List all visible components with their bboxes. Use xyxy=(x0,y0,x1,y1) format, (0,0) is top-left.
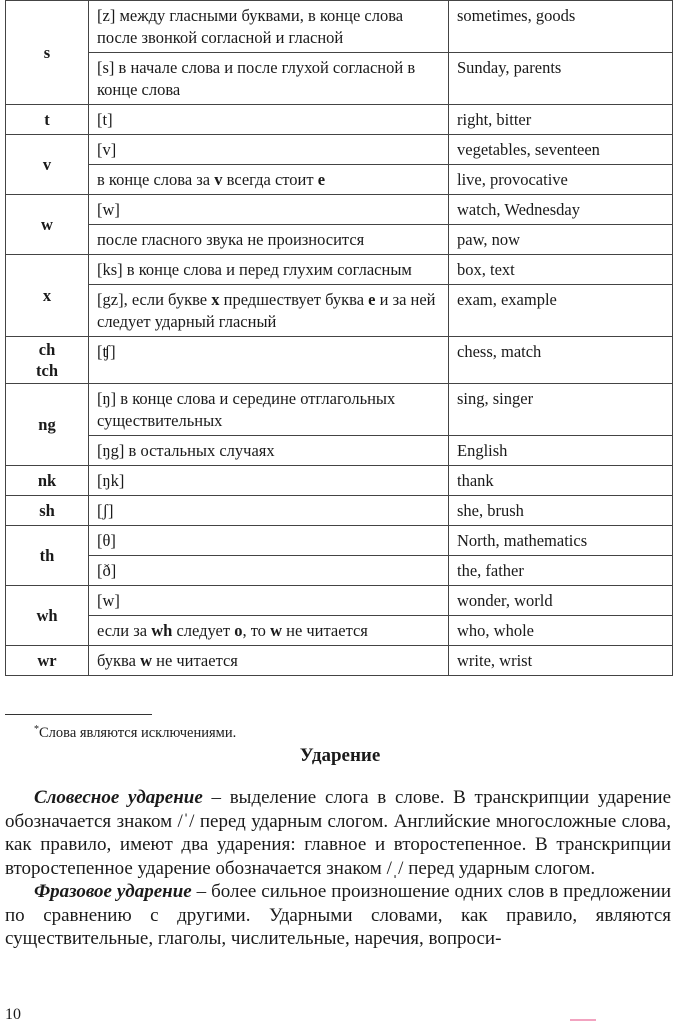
rule-cell: [ʃ] xyxy=(89,496,449,526)
paragraph-phrase-stress xyxy=(5,880,671,951)
examples-cell: thank xyxy=(449,466,673,496)
letter-combination: tch xyxy=(36,361,58,380)
rule-cell: [ŋg] в остальных случаях xyxy=(89,436,449,466)
table-row xyxy=(6,384,673,436)
rule-cell: после гласного звука не произносится xyxy=(89,225,449,255)
table-row xyxy=(6,646,673,676)
examples-cell: vegetables, seventeen xyxy=(449,135,673,165)
rule-cell: [ŋk] xyxy=(89,466,449,496)
rule-cell: [z] между гласными буквами, в конце слова после звонкой согласной и гласной xyxy=(89,1,449,53)
section-heading: Ударение xyxy=(299,745,381,766)
letter-cell xyxy=(6,526,89,586)
letter-cell xyxy=(6,337,89,384)
table-row xyxy=(6,556,673,586)
rule-cell: [gz], если букве x предшествует буква e и за ней следует ударный гласный xyxy=(89,285,449,337)
table-row xyxy=(6,436,673,466)
letter-combination: t xyxy=(44,110,50,129)
table-row xyxy=(6,496,673,526)
letter-cell xyxy=(6,135,89,195)
letter-cell xyxy=(6,496,89,526)
letter-combination: s xyxy=(43,43,51,62)
letter-combination: x xyxy=(42,286,52,305)
examples-cell: English xyxy=(449,436,673,466)
table-row xyxy=(6,195,673,225)
letter-combination: wh xyxy=(36,606,58,625)
letter-cell xyxy=(6,466,89,496)
examples-cell: watch, Wednesday xyxy=(449,195,673,225)
examples-cell: box, text xyxy=(449,255,673,285)
letter-combination: nk xyxy=(37,471,57,490)
rules-table-body xyxy=(6,1,673,676)
paragraph-text: – выделение слога в слове. В транскрипции ударение обозначается знаком /ˈ/ перед ударным слогом. Английские многосложные слова, как правило, имеют два ударения: главное и второстепенное. В транскрипции второстепенное ударение обозначается знаком /ˌ/ перед ударным слогом. xyxy=(5,787,671,879)
pronunciation-rules-table xyxy=(5,0,673,676)
rule-cell: [v] xyxy=(89,135,449,165)
letter-combination: w xyxy=(41,215,53,234)
table-row xyxy=(6,225,673,255)
table-row xyxy=(6,135,673,165)
letter-cell xyxy=(6,586,89,646)
letter-cell xyxy=(6,384,89,466)
table-row xyxy=(6,616,673,646)
table-row xyxy=(6,165,673,195)
examples-cell: sometimes, goods xyxy=(449,1,673,53)
table-row xyxy=(6,53,673,105)
decorative-mark xyxy=(570,1019,596,1021)
examples-cell: paw, now xyxy=(449,225,673,255)
footnote-text: Слова являются исключениями. xyxy=(39,725,237,741)
table-row xyxy=(6,526,673,556)
examples-cell: live, provocative xyxy=(449,165,673,195)
letter-cell xyxy=(6,105,89,135)
examples-cell: North, mathematics xyxy=(449,526,673,556)
table-row xyxy=(6,105,673,135)
rule-cell: [ʧ] xyxy=(89,337,449,384)
letter-combination: v xyxy=(42,155,52,174)
paragraph-text: – более сильное произношение одних слов в предложении по сравнению с другими. Ударными словами, как правило, являются существительные, глаголы, числительные, наречия, вопроси- xyxy=(5,881,671,949)
table-row xyxy=(6,255,673,285)
table-row xyxy=(6,586,673,616)
footnote-divider xyxy=(5,714,152,715)
letter-cell xyxy=(6,195,89,255)
examples-cell: write, wrist xyxy=(449,646,673,676)
footnote xyxy=(34,724,236,742)
body-text xyxy=(5,786,671,951)
table-row xyxy=(6,466,673,496)
rule-cell: [s] в начале слова и после глухой согласной в конце слова xyxy=(89,53,449,105)
term-word-stress: Словесное ударение xyxy=(34,787,203,808)
examples-cell: the, father xyxy=(449,556,673,586)
rule-cell: в конце слова за v всегда стоит e xyxy=(89,165,449,195)
rule-cell: буква w не читается xyxy=(89,646,449,676)
table-row xyxy=(6,1,673,53)
rule-cell: [ð] xyxy=(89,556,449,586)
rule-cell: [w] xyxy=(89,195,449,225)
page-number: 10 xyxy=(5,1006,21,1023)
letter-combination: ng xyxy=(38,415,56,434)
paragraph-word-stress xyxy=(5,786,671,880)
rule-cell: [t] xyxy=(89,105,449,135)
letter-combination: sh xyxy=(39,501,55,520)
letter-combination: th xyxy=(39,546,55,565)
examples-cell: who, whole xyxy=(449,616,673,646)
footnote-marker: * xyxy=(34,724,39,735)
examples-cell: wonder, world xyxy=(449,586,673,616)
rule-cell: [w] xyxy=(89,586,449,616)
rule-cell: [ks] в конце слова и перед глухим согласным xyxy=(89,255,449,285)
table-row xyxy=(6,285,673,337)
letter-cell xyxy=(6,1,89,105)
rule-cell: [θ] xyxy=(89,526,449,556)
examples-cell: exam, example xyxy=(449,285,673,337)
examples-cell: right, bitter xyxy=(449,105,673,135)
letter-cell xyxy=(6,646,89,676)
examples-cell: she, brush xyxy=(449,496,673,526)
letter-combination: wr xyxy=(37,651,57,670)
examples-cell: sing, singer xyxy=(449,384,673,436)
rule-cell: если за wh следует o, то w не читается xyxy=(89,616,449,646)
table-row xyxy=(6,337,673,384)
examples-cell: Sunday, parents xyxy=(449,53,673,105)
rule-cell: [ŋ] в конце слова и середине отглагольных существительных xyxy=(89,384,449,436)
term-phrase-stress: Фразовое ударение xyxy=(34,881,192,902)
letter-combination: ch xyxy=(38,340,56,359)
letter-cell xyxy=(6,255,89,337)
examples-cell: chess, match xyxy=(449,337,673,384)
